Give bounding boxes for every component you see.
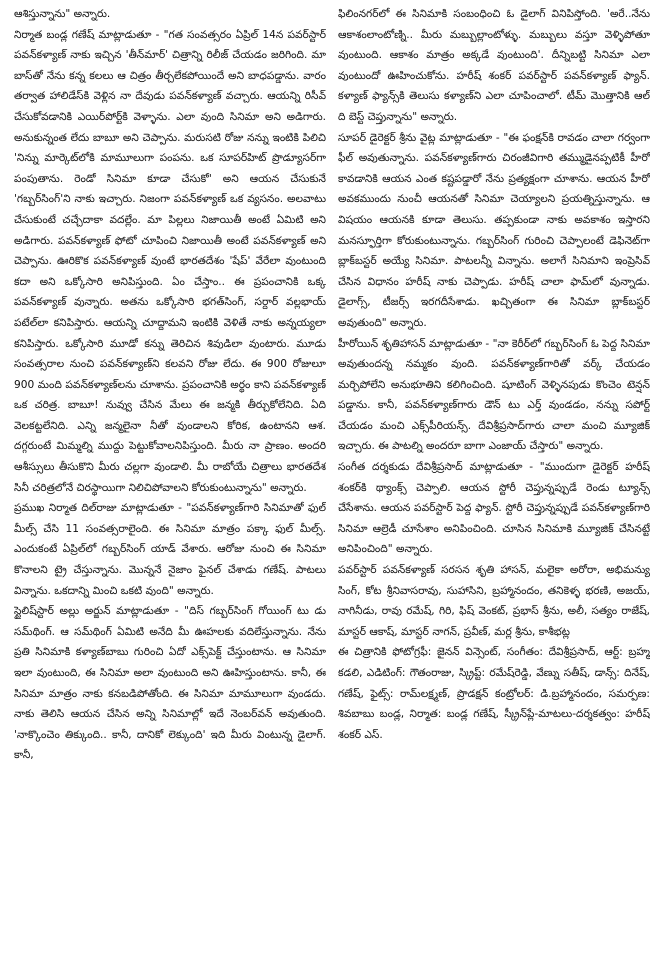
left-column [14, 4, 326, 962]
paragraph-cast-list: పవర్‌స్టార్ పవన్‌కళ్యాణ్ సరసన శృతి హాసన్, మలైకా అరోరా, అభిమన్యు సింగ్, కోట శ్రీనివాసరావు, సుహాసిని, బ్రహ్మానందం, తనికెళ్ళ భరణి, అజయ్, నాగినీడు, రావు రమేష్, గిరి, ఫిష్ వెంకట్, ప్రభాస్ శ్రీను, అలీ, సత్యం రాజేష్, మాస్టర్ ఆకాష్, మాస్టర్ నాగన్, ప్రవీణ్, మర్ల శ్రీను, కాశీభట్ల [338, 564, 650, 638]
paragraph-shruti-haasan: హీరోయిన్ శృతిహాసన్ మాట్లాడుతూ - "నా కెరీర్‌లో గబ్బర్‌సింగ్ ఓ పెద్ద సినిమా అవుతుందన్న నమ్మకం వుంది. పవన్‌కళ్యాణ్‌గారితో వర్క్ చేయడం మర్చిపోలేని అనుభూతిని కలిగించింది. షూటింగ్ వెళ్ళినపుడు కొంచెం టెన్షన్ పడ్డాను. కానీ, పవన్‌కళ్యాణ్‌గారు డౌన్ టు ఎర్త్ వుండడం, నన్ను సపోర్ట్ చేయడం మంచి ఎక్స్‌పీరియన్స్. దేవిశ్రీప్రసాద్‌గారు చాలా మంచి మ్యూజిక్ ఇచ్చారు. ఈ పాటల్ని అందరూ బాగా ఎంజాయ్ చేస్తారు" అన్నారు. [338, 337, 650, 453]
paragraph-closing-quote: ఆశిస్తున్నాను" అన్నారు. [14, 8, 111, 20]
paragraph-allu-arjun: స్టైలిష్‌స్టార్ అల్లు అర్జున్ మాట్లాడుతూ - "దిస్ గబ్బర్‌సింగ్ గోయింగ్ టు డు సమ్‌థింగ్. ఆ సమ్‌థింగ్ ఏమిటి అనేది మీ ఊహలకు వదిలేస్తున్నాను. నేను ప్రతి సినిమాకి కళ్యాణ్‌బాబు గురించి ఏదో ఎక్స్‌పెక్ట్ చేస్తుంటాను. ఆ సినిమా ఇలా వుంటుంది, ఈ సినిమా అలా వుంటుంది అని ఊహిస్తుంటాను. కానీ, ఈ సినిమా మాత్రం నాకు కనబడిపోతోంది. ఈ సినిమా మామూలుగా వుండదు. నాకు తెలిసి ఆయన చేసిన అన్ని సినిమాల్లో ఇదే నెంబర్‌వన్ అవుతుంది. 'నాక్కొంచెం తిక్కుంది.. కానీ, దానికో లెక్కుంది' ఇది మీరు వింటున్న డైలాగ్. కానీ, [14, 605, 326, 762]
right-column [338, 4, 650, 962]
paragraph-dialogue-quote: ఫిలింనగర్‌లో ఈ సినిమాకి సంబంధించి ఓ డైలాగ్ వినిపిస్తోంది. 'అరే..నేను ఆకాశంలాంటోణ్ని.. మీరు మబ్బుల్లాంటోళ్ళు. మబ్బులు వస్తూ వెళ్ళిపోతూ వుంటుంది. ఆకాశం మాత్రం అక్కడే వుంటుంది'. దీన్నిబట్టి సినిమా ఎలా వుంటుందో ఊహించుకోను. హరీష్ శంకర్ పవర్‌స్టార్ పవన్‌కళ్యాణ్ ఫ్యాన్. కళ్యాణ్ ఫ్యాన్స్‌కి తెలుసు కళ్యాణ్‌ని ఎలా చూపించాలో. టీమ్ మొత్తానికి ఆల్ ది బెస్ట్ చెప్తున్నాను" అన్నారు. [338, 8, 650, 123]
paragraph-dil-raju: ప్రముఖ నిర్మాత దిల్‌రాజు మాట్లాడుతూ - "పవన్‌కళ్యాణ్‌గారి సినిమాతో ఫుల్ మీల్స్ చేసి 11 సంవత్సరాలైంది. ఈ సినిమా మాత్రం పక్కా ఫుల్ మీల్స్. ఎందుకంటే ఏప్రిల్‌లో గబ్బర్‌సింగ్ యాడ్ వేశారు. ఆరోజు నుంచి ఈ సినిమా కొనాలని ట్రై చేస్తున్నాను. మొన్ననే నైజాం ఫైనల్ చేశాడు గణేష్. పాటలు విన్నాను. ఒకదాన్ని మించి ఒకటి వుంది" అన్నారు. [14, 502, 326, 597]
paragraph-crew-credits: ఈ చిత్రానికి ఫోటోగ్రఫీ: జైనన్ విన్సెంట్, సంగీతం: దేవిశ్రీప్రసాద్, ఆర్ట్: బ్రహ్మ కడలి, ఎడిటింగ్: గౌతంరాజు, స్క్రిప్ట్: రమేష్‌రెడ్డి, వేణ్ను సతీష్, డాన్స్: దినేష్, గణేష్, ఫైట్స్: రామ్‌లక్ష్మణ్, ప్రొడక్షన్ కంట్రోలర్: డి.బ్రహ్మానందం, సమర్పణ: శివబాబు బండ్ల, నిర్మాత: బండ్ల గణేష్, స్క్రీన్‌ప్లే-మాటలు-దర్శకత్వం: హరీష్ శంకర్ ఎస్. [338, 646, 650, 741]
paragraph-devi-sri-prasad: సంగీత దర్శకుడు దేవిశ్రీప్రసాద్ మాట్లాడుతూ - "ముందుగా డైరెక్టర్ హరీష్ శంకర్‌కి థ్యాంక్స్ చెప్పాలి. ఆయన స్టోరీ చెప్తున్నప్పుడే రెండు ట్యూన్స్ చేసేశాను. ఆయన పవర్‌స్టార్ పెద్ద ఫ్యాన్. స్టోరీ చెప్తున్నప్పుడే పవన్‌కళ్యాణ్‌గారి సినిమా ఆల్రెడీ చూసేశాం అనిపించింది. చూసిన సినిమాకి మ్యూజిక్ చేసినట్టే అనిపించింది" అన్నారు. [338, 461, 650, 556]
paragraph-bandla-ganesh: నిర్మాత బండ్ల గణేష్ మాట్లాడుతూ - "గత సంవత్సరం ఏప్రిల్ 14న పవర్‌స్టార్ పవన్‌కళ్యాణ్ నాకు ఇచ్చిన 'తీన్‌మార్' చిత్రాన్ని రిలీజ్ చేయడం జరిగింది. మా బాస్‌తో నేను కన్న కలలు ఆ చిత్రం తీర్చలేకపోయిందే అని బాధపడ్డాను. వారం తర్వాత హాలిడేస్‌కి వెళ్లిన నా దేవుడు పవన్‌కళ్యాణ్ వచ్చారు. ఆయన్ని రిసీవ్ చేసుకోవడానికి ఎయిర్‌పోర్ట్‌కి వెళ్ళాను. ఎలా వుంది సినిమా అని అడిగారు. అనుకున్నంత లేదు బాబూ అని చెప్పాను. మరుసటి రోజు నన్ను ఇంటికి పిలిచి 'నిన్ను మార్కెట్‌లోకి మామూలుగా పంపను. ఒక సూపర్‌హిట్ ప్రొడ్యూసర్‌గా పంపుతాను. రెండో సినిమా కూడా చేసుకో' అని ఆయన చేసుకునే 'గబ్బర్‌సింగ్'ని నాకు ఇచ్చారు. నిజంగా పవన్‌కళ్యాణ్ ఒక వ్యసనం. అలవాటు చేసుకుంటే చచ్చేదాకా వదల్లేం. మా పిల్లలు నిజాయితీ అంటే ఏమిటి అని అడిగారు. పవన్‌కళ్యాణ్ ఫోటో చూపించి నిజాయితీ అంటే పవన్‌కళ్యాణ్ అని చెప్పాను. ఊరికొక పవన్‌కళ్యాణ్ వుంటే భారతదేశం 'షేప్' వేరేలా వుంటుంది కదా అని ఒక్కోసారి అనిపిస్తుంది. ఏం చేస్తాం.. ఈ ప్రపంచానికి ఒక్క పవన్‌కళ్యాణ్ వున్నారు. అతను ఒక్కోసారి భగత్‌సింగ్, సర్దార్ వల్లభాయ్ పటేల్‌లా కనిపిస్తారు. ఆయన్ని చూద్దామని ఇంటికి వెళితే నాకు అన్నయ్యలా కనిపిస్తారు. ఒక్కోసారి మూడో కన్ను తెరిచిన శివుడిలా వుంటారు. మూడు సంవత్సరాల నుంచి పవన్‌కళ్యాణ్‌ని కలవని రోజు లేదు. ఈ 900 రోజులూ 900 మంది పవన్‌కళ్యాణ్‌లను చూశాను. ప్రపంచానికి అర్థం కాని పవన్‌కళ్యాణ్ ఒక చరిత్ర. బాబూ! నువ్వు చేసిన మేలు ఈ జన్మకి తీర్చుకోలేనిది. ఏది వెలకట్టలేనిది. ఎన్ని జన్మలైనా నీతో వుండాలని కోరిక, ఉంటానని ఆశ. దగ్గరుంటే మిమ్మల్ని ముద్దు పెట్టుకోవాలనిపిస్తుంది. మీరు నా ప్రాణం. అందరి ఆశీస్సులు తీసుకొని మీరు చల్లగా వుండాలి. మీ రాబోయే చిత్రాలు భారతదేశ సినీ చరిత్రలోనే చిరస్థాయిగా నిలిచిపోవాలని కోరుకుంటున్నాను" అన్నారు. [14, 28, 326, 494]
paragraph-srinu-vaitla: సూపర్ డైరెక్టర్ శ్రీను వైట్ల మాట్లాడుతూ - "ఈ ఫంక్షన్‌కి రావడం చాలా గర్వంగా ఫీల్ అవుతున్నాను. పవన్‌కళ్యాణ్‌గారు చిరంజీవిగారి తమ్ముడైనప్పటికీ హీరో కావడానికి ఆయన ఎంత కష్టపడ్డారో నేను ప్రత్యక్షంగా చూశాను. ఆయన హీరో అవకముందు నుంచీ ఆయనతో సినిమా చెయ్యాలని ప్రయత్నిస్తున్నాను. ఆ విషయం ఆయనకి కూడా తెలుసు. తప్పకుండా నాకు అవకాశం ఇస్తారని మనస్ఫూర్తిగా కోరుకుంటున్నాను. గబ్బర్‌సింగ్ గురించి చెప్పాలంటే డెఫినెట్‌గా బ్లాక్‌బస్టర్ అయ్యే సినిమా. పాటలన్నీ విన్నాను. అలాగే సినిమాని ఇంప్రెసివ్ చేసిన విధానం హరీష్ నాకు చెప్పాడు. హరీష్ చాలా ఫామ్‌లో వున్నాడు. డైలాగ్స్, టీజర్స్ ఇరగదీసేశాడు. ఖచ్చితంగా ఈ సినిమా బ్లాక్‌బస్టర్ అవుతుంది" అన్నారు. [338, 131, 650, 329]
